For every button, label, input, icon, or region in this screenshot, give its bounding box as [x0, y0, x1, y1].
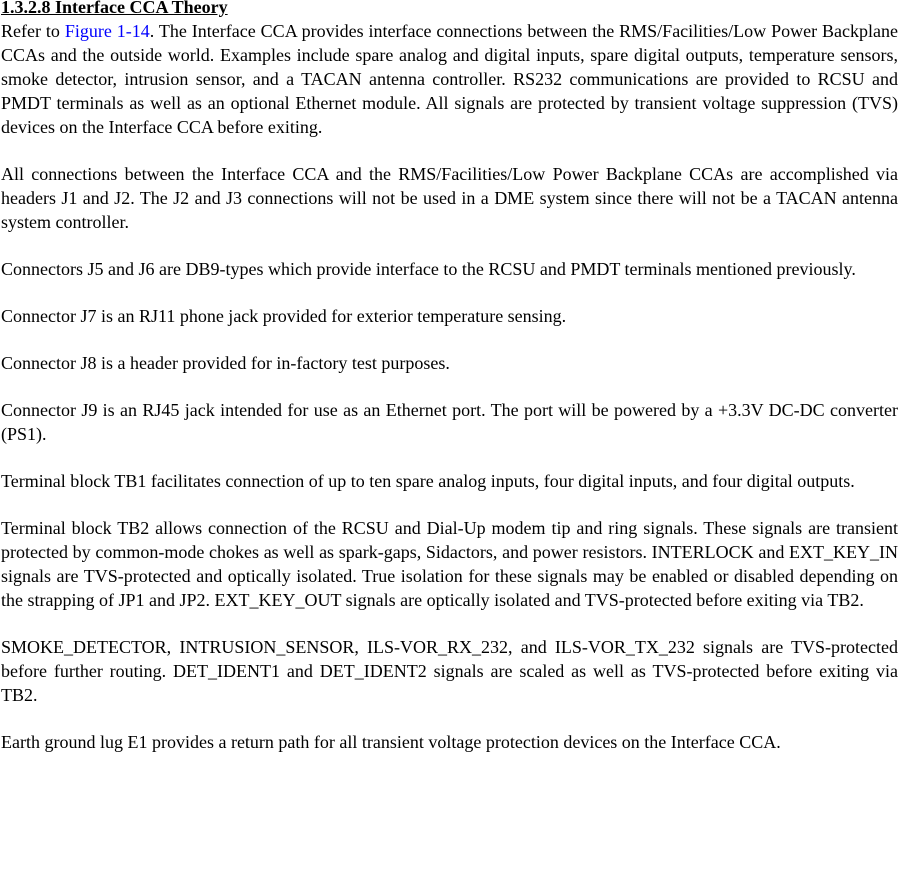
paragraph-overview-lead: Refer to	[1, 21, 65, 41]
document-page	[1, 0, 898, 754]
paragraph-connectors-j5-j6: Connectors J5 and J6 are DB9-types which provide interface to the RCSU and PMDT terminals mentioned previously.	[1, 259, 856, 279]
paragraph-ground-lug: Earth ground lug E1 provides a return path for all transient voltage protection devices on the Interface CCA.	[1, 732, 781, 752]
paragraph-overview-body: . The Interface CCA provides interface connections between the RMS/Facilities/Low Power Backplane CCAs and the outside world. Examples include spare analog and digital inputs, spare digital outputs, temperature sensors, smoke detector, intrusion sensor, and a TACAN antenna controller. RS232 communications are provided to RCSU and PMDT terminals as well as an optional Ethernet module. All signals are protected by transient voltage suppression (TVS) devices on the Interface CCA before exiting.	[1, 21, 898, 137]
section-heading: 1.3.2.8 Interface CCA Theory	[1, 0, 228, 17]
paragraph-headers: All connections between the Interface CCA and the RMS/Facilities/Low Power Backplane CCAs are accomplished via headers J1 and J2. The J2 and J3 connections will not be used in a DME system since there will not be a TACAN antenna system controller.	[1, 164, 898, 232]
figure-link[interactable]: Figure 1-14	[64, 21, 150, 41]
paragraph-connector-j9: Connector J9 is an RJ45 jack intended for use as an Ethernet port. The port will be powered by a +3.3V DC-DC converter (PS1).	[1, 400, 898, 444]
paragraph-connector-j7: Connector J7 is an RJ11 phone jack provided for exterior temperature sensing.	[1, 306, 567, 326]
paragraph-terminal-tb2: Terminal block TB2 allows connection of the RCSU and Dial-Up modem tip and ring signals. These signals are transient protected by common-mode chokes as well as spark-gaps, Sidactors, and power resistors. INTERLOCK and EXT_KEY_IN signals are TVS-protected and optically isolated. True isolation for these signals may be enabled or disabled depending on the strapping of JP1 and JP2. EXT_KEY_OUT signals are optically isolated and TVS-protected before exiting via TB2.	[1, 518, 898, 610]
paragraph-connector-j8: Connector J8 is a header provided for in-factory test purposes.	[1, 353, 450, 373]
paragraph-overview	[1, 19, 898, 139]
paragraph-signals: SMOKE_DETECTOR, INTRUSION_SENSOR, ILS-VOR_RX_232, and ILS-VOR_TX_232 signals are TVS-protected before further routing. DET_IDENT1 and DET_IDENT2 signals are scaled as well as TVS-protected before exiting via TB2.	[1, 637, 898, 705]
paragraph-terminal-tb1: Terminal block TB1 facilitates connection of up to ten spare analog inputs, four digital inputs, and four digital outputs.	[1, 471, 855, 491]
